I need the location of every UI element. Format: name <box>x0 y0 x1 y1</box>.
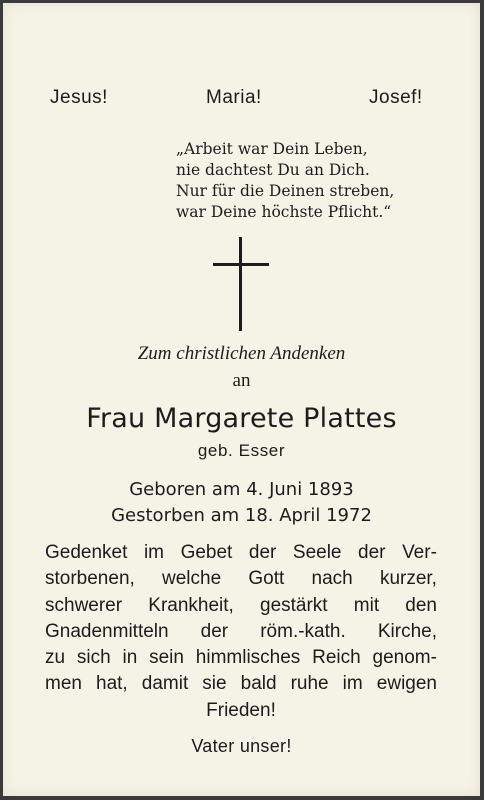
prayer-line <box>45 645 437 671</box>
prayer-word: kurzer, <box>379 568 437 590</box>
prayer-text <box>45 540 437 724</box>
prayer-word: Reich <box>312 647 361 669</box>
death-date: Gestorben am 18. April 1972 <box>111 505 372 526</box>
prayer-line <box>45 540 437 566</box>
quote-line: Nur für die Deinen streben, <box>176 182 395 200</box>
prayer-word: Ver- <box>402 542 437 563</box>
memorial-heading: Zum christlichen Andenken <box>137 343 346 364</box>
prayer-word: Gott <box>248 568 285 590</box>
memorial-card <box>3 3 480 796</box>
closing-prayer: Vater unser! <box>191 736 292 756</box>
prayer-word: den <box>405 594 437 616</box>
prayer-word: der <box>248 542 277 563</box>
prayer-word: Kirche, <box>377 620 437 642</box>
invocation-josef: Josef! <box>369 87 423 108</box>
prayer-word: sie <box>202 673 227 695</box>
prayer-word: men <box>45 673 82 695</box>
prayer-word: storbenen, <box>45 568 135 590</box>
prayer-word: röm.-kath. <box>260 620 346 642</box>
prayer-word: im <box>342 673 363 695</box>
prayer-line <box>45 566 437 592</box>
prayer-word: sich <box>76 647 111 669</box>
prayer-word: der <box>200 620 229 642</box>
prayer-word: Gedenket <box>45 542 128 563</box>
cross-icon <box>213 237 269 331</box>
memorial-quote <box>176 139 476 223</box>
prayer-word: im <box>143 542 165 563</box>
prayer-word: sein <box>149 647 184 669</box>
prayer-word: bald <box>240 673 277 695</box>
prayer-line <box>45 671 437 697</box>
prayer-word: ruhe <box>290 673 329 695</box>
birth-date: Geboren am 4. Juni 1893 <box>129 479 354 500</box>
prayer-word: ewigen <box>376 673 437 695</box>
prayer-word: Gnadenmitteln <box>45 620 169 642</box>
prayer-word: mit <box>353 594 380 616</box>
invocation-jesus: Jesus! <box>50 87 108 108</box>
prayer-word: Gebet <box>180 542 233 563</box>
prayer-word: genom- <box>372 647 437 669</box>
prayer-line <box>45 593 437 619</box>
prayer-word: gestärkt <box>260 594 328 616</box>
prayer-word: damit <box>141 673 189 695</box>
prayer-word: in <box>122 647 138 669</box>
prayer-word: himmlisches <box>195 647 301 669</box>
invocation-maria: Maria! <box>206 87 262 108</box>
prayer-line <box>45 619 437 645</box>
quote-line: „Arbeit war Dein Leben, <box>176 140 368 158</box>
prayer-word: nach <box>311 568 353 590</box>
prayer-word: Seele <box>292 542 342 563</box>
prayer-word: schwerer <box>45 594 123 616</box>
prayer-word: Frieden! <box>206 699 276 721</box>
quote-line: war Deine höchste Pflicht.“ <box>176 203 392 221</box>
prayer-word: hat, <box>96 673 128 695</box>
deceased-name: Frau Margarete Plattes <box>86 403 397 434</box>
prayer-word: welche <box>162 568 222 590</box>
maiden-name: geb. Esser <box>197 441 286 460</box>
quote-line: nie dachtest Du an Dich. <box>176 161 370 179</box>
prayer-word: Krankheit, <box>148 594 234 616</box>
prayer-word: zu <box>45 647 66 669</box>
prayer-word: der <box>358 542 386 563</box>
memorial-an: an <box>232 370 251 391</box>
prayer-line <box>45 698 437 724</box>
